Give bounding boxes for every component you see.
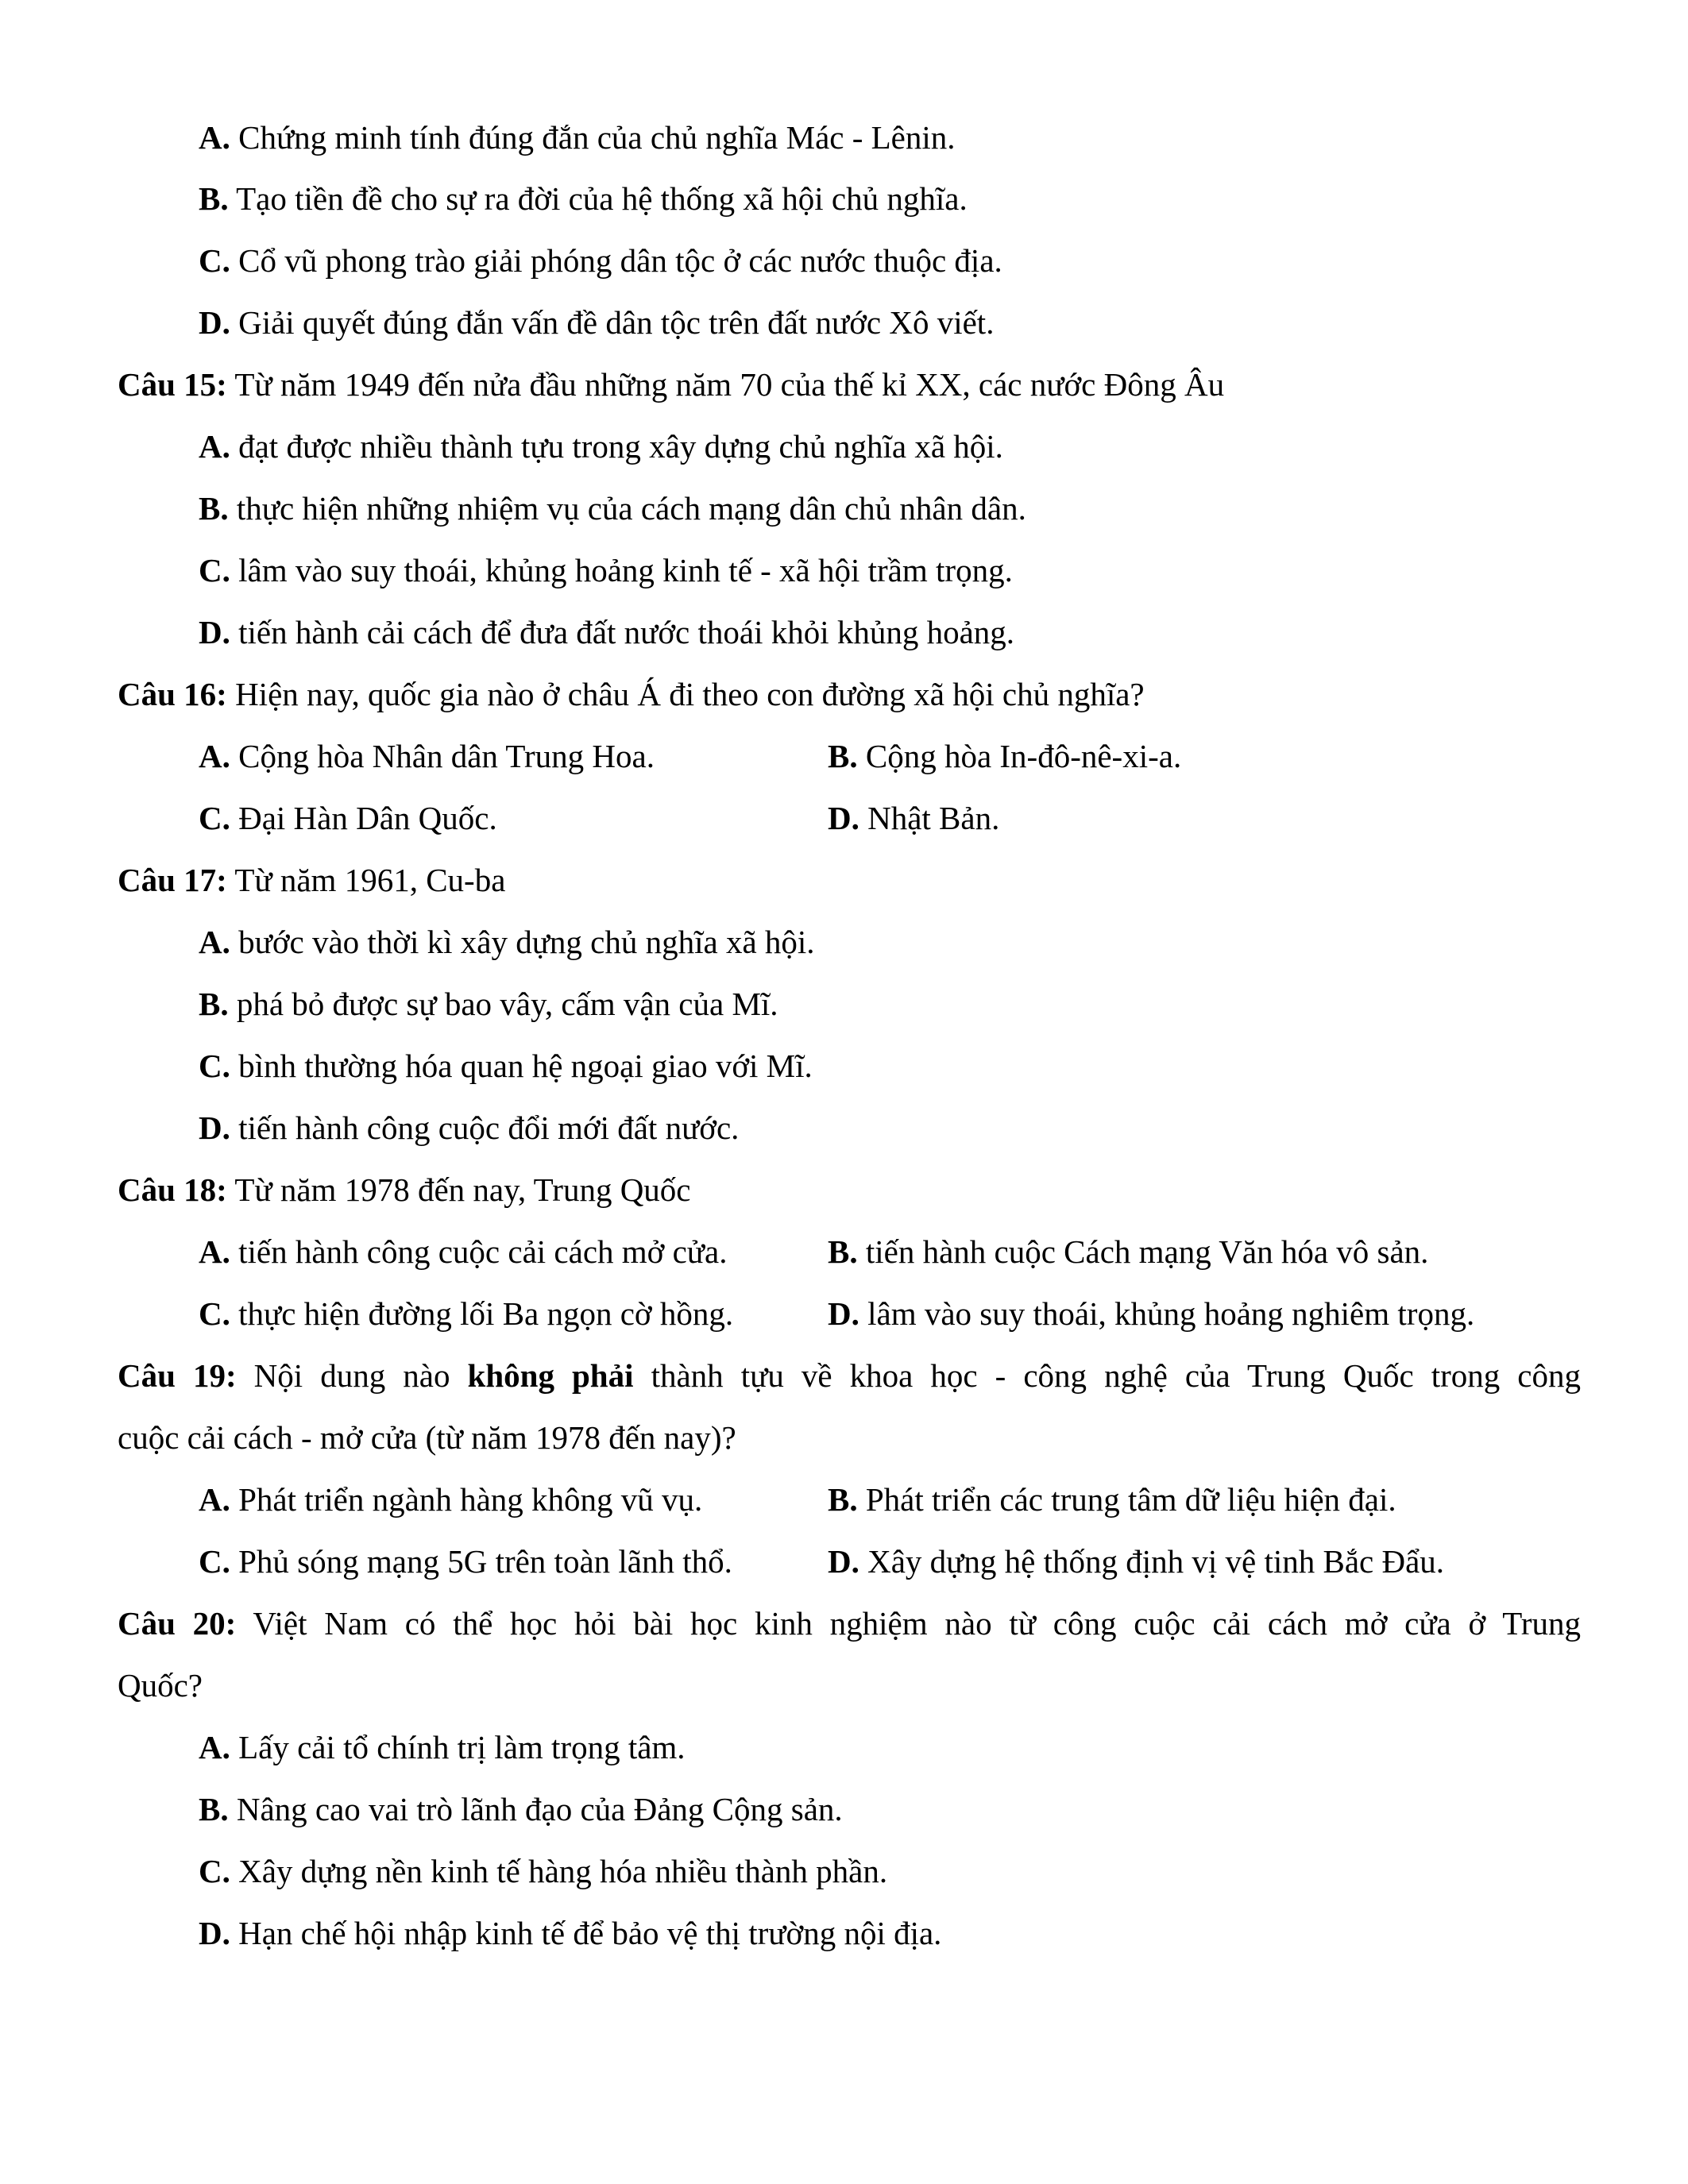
q15-stem [118, 365, 1224, 404]
option-letter: A. [199, 119, 230, 156]
option-letter: C. [199, 1048, 230, 1084]
option-text: Đại Hàn Dân Quốc. [230, 800, 497, 836]
option-letter: D. [199, 1915, 230, 1951]
option-text: Phủ sóng mạng 5G trên toàn lãnh thổ. [230, 1543, 732, 1580]
option-letter: C. [199, 1295, 230, 1332]
q18-option-b [828, 1232, 1428, 1271]
q15-option-b [199, 488, 1026, 528]
question-emphasis: không phải [467, 1357, 634, 1394]
question-label: Câu 19: [118, 1357, 237, 1394]
q19-option-b [828, 1480, 1396, 1519]
option-text: Cộng hòa In-đô-nê-xi-a. [857, 738, 1182, 774]
option-text: Nhật Bản. [859, 800, 1000, 836]
q19-option-a [199, 1480, 702, 1519]
q17-stem [118, 860, 505, 900]
option-text: thực hiện những nhiệm vụ của cách mạng dân chủ nhân dân. [228, 490, 1026, 527]
question-text: thành tựu về khoa học - công nghệ của Trung Quốc trong công [633, 1357, 1582, 1394]
q19-stem-line2 [118, 1418, 736, 1457]
option-letter: C. [199, 1853, 230, 1889]
question-text: Nội dung nào [236, 1357, 468, 1394]
q19-option-d [828, 1542, 1444, 1581]
option-letter: D. [199, 1109, 230, 1146]
question-text: Việt Nam có thể học hỏi bài học kinh nghiệm nào từ công cuộc cải cách mở cửa ở Trung [236, 1605, 1581, 1642]
option-text: Hạn chế hội nhập kinh tế để bảo vệ thị trường nội địa. [230, 1915, 942, 1951]
question-text: Từ năm 1961, Cu-ba [226, 862, 506, 898]
q17-option-a [199, 922, 815, 962]
q14-option-b [199, 179, 968, 218]
q17-option-c [199, 1046, 813, 1086]
question-text: Hiện nay, quốc gia nào ở châu Á đi theo con đường xã hội chủ nghĩa? [226, 676, 1145, 712]
q20-stem-line2 [118, 1665, 203, 1705]
question-label: Câu 16: [118, 676, 227, 712]
option-letter: B. [828, 738, 858, 774]
option-text: Chứng minh tính đúng đắn của chủ nghĩa Mác - Lênin. [230, 119, 956, 156]
option-letter: A. [199, 428, 230, 465]
option-letter: B. [828, 1233, 858, 1270]
option-text: Cổ vũ phong trào giải phóng dân tộc ở các nước thuộc địa. [230, 242, 1002, 279]
option-text: phá bỏ được sự bao vây, cấm vận của Mĩ. [228, 986, 778, 1022]
option-text: bước vào thời kì xây dựng chủ nghĩa xã hội. [230, 924, 815, 960]
q16-option-a [199, 736, 655, 776]
q16-option-c [199, 798, 497, 838]
option-letter: A. [199, 1729, 230, 1765]
option-letter: C. [199, 552, 230, 588]
option-letter: A. [199, 1233, 230, 1270]
option-text: Cộng hòa Nhân dân Trung Hoa. [230, 738, 655, 774]
option-text: tiến hành công cuộc cải cách mở cửa. [230, 1233, 728, 1270]
option-text: Lấy cải tổ chính trị làm trọng tâm. [230, 1729, 686, 1765]
option-letter: C. [199, 800, 230, 836]
option-text: Phát triển ngành hàng không vũ vụ. [230, 1481, 703, 1518]
q15-option-a [199, 426, 1003, 466]
option-text: tiến hành cải cách để đưa đất nước thoái khỏi khủng hoảng. [230, 614, 1015, 650]
option-letter: A. [199, 924, 230, 960]
option-text: bình thường hóa quan hệ ngoại giao với Mĩ. [230, 1048, 813, 1084]
question-text: Từ năm 1949 đến nửa đầu những năm 70 của thế kỉ XX, các nước Đông Âu [226, 366, 1225, 403]
question-label: Câu 20: [118, 1605, 237, 1642]
option-letter: D. [199, 304, 230, 341]
option-letter: D. [828, 1543, 859, 1580]
q17-option-b [199, 984, 778, 1024]
q16-stem [118, 674, 1145, 714]
option-letter: B. [199, 490, 229, 527]
q14-option-d [199, 303, 994, 342]
q18-option-a [199, 1232, 727, 1271]
q20-option-b [199, 1789, 843, 1829]
option-text: thực hiện đường lối Ba ngọn cờ hồng. [230, 1295, 734, 1332]
option-text: đạt được nhiều thành tựu trong xây dựng chủ nghĩa xã hội. [230, 428, 1003, 465]
option-letter: C. [199, 1543, 230, 1580]
q20-option-c [199, 1851, 887, 1891]
option-text: Tạo tiền đề cho sự ra đời của hệ thống xã hội chủ nghĩa. [228, 180, 968, 217]
q14-option-c [199, 241, 1002, 280]
option-text: Giải quyết đúng đắn vấn đề dân tộc trên đất nước Xô viết. [230, 304, 995, 341]
q16-option-d [828, 798, 999, 838]
option-text: Phát triển các trung tâm dữ liệu hiện đại. [857, 1481, 1396, 1518]
option-letter: B. [199, 180, 229, 217]
option-letter: D. [828, 800, 859, 836]
option-letter: A. [199, 1481, 230, 1518]
q18-option-d [828, 1294, 1474, 1333]
q20-option-d [199, 1913, 941, 1953]
q15-option-d [199, 612, 1014, 652]
q20-stem-line1 [118, 1603, 1581, 1643]
option-letter: D. [199, 614, 230, 650]
option-text: lâm vào suy thoái, khủng hoảng kinh tế - xã hội trầm trọng. [230, 552, 1013, 588]
option-letter: B. [199, 1791, 229, 1827]
q18-option-c [199, 1294, 733, 1333]
option-letter: B. [828, 1481, 858, 1518]
option-text: tiến hành công cuộc đổi mới đất nước. [230, 1109, 740, 1146]
option-text: Xây dựng nền kinh tế hàng hóa nhiều thành phần. [230, 1853, 888, 1889]
option-letter: C. [199, 242, 230, 279]
question-text: Quốc? [118, 1667, 203, 1704]
q15-option-c [199, 550, 1013, 590]
question-label: Câu 18: [118, 1171, 227, 1208]
q18-stem [118, 1170, 691, 1210]
q14-option-a [199, 118, 956, 157]
option-text: lâm vào suy thoái, khủng hoảng nghiêm trọng. [859, 1295, 1475, 1332]
question-label: Câu 15: [118, 366, 227, 403]
q16-option-b [828, 736, 1181, 776]
option-text: Xây dựng hệ thống định vị vệ tinh Bắc Đẩu. [859, 1543, 1445, 1580]
option-letter: A. [199, 738, 230, 774]
option-letter: B. [199, 986, 229, 1022]
q17-option-d [199, 1108, 739, 1148]
q19-stem-line1 [118, 1356, 1581, 1395]
option-text: Nâng cao vai trò lãnh đạo của Đảng Cộng sản. [228, 1791, 843, 1827]
option-letter: D. [828, 1295, 859, 1332]
option-text: tiến hành cuộc Cách mạng Văn hóa vô sản. [857, 1233, 1429, 1270]
q19-option-c [199, 1542, 732, 1581]
question-text: Từ năm 1978 đến nay, Trung Quốc [226, 1171, 691, 1208]
question-text: cuộc cải cách - mở cửa (từ năm 1978 đến nay)? [118, 1419, 736, 1456]
question-label: Câu 17: [118, 862, 227, 898]
q20-option-a [199, 1727, 686, 1767]
